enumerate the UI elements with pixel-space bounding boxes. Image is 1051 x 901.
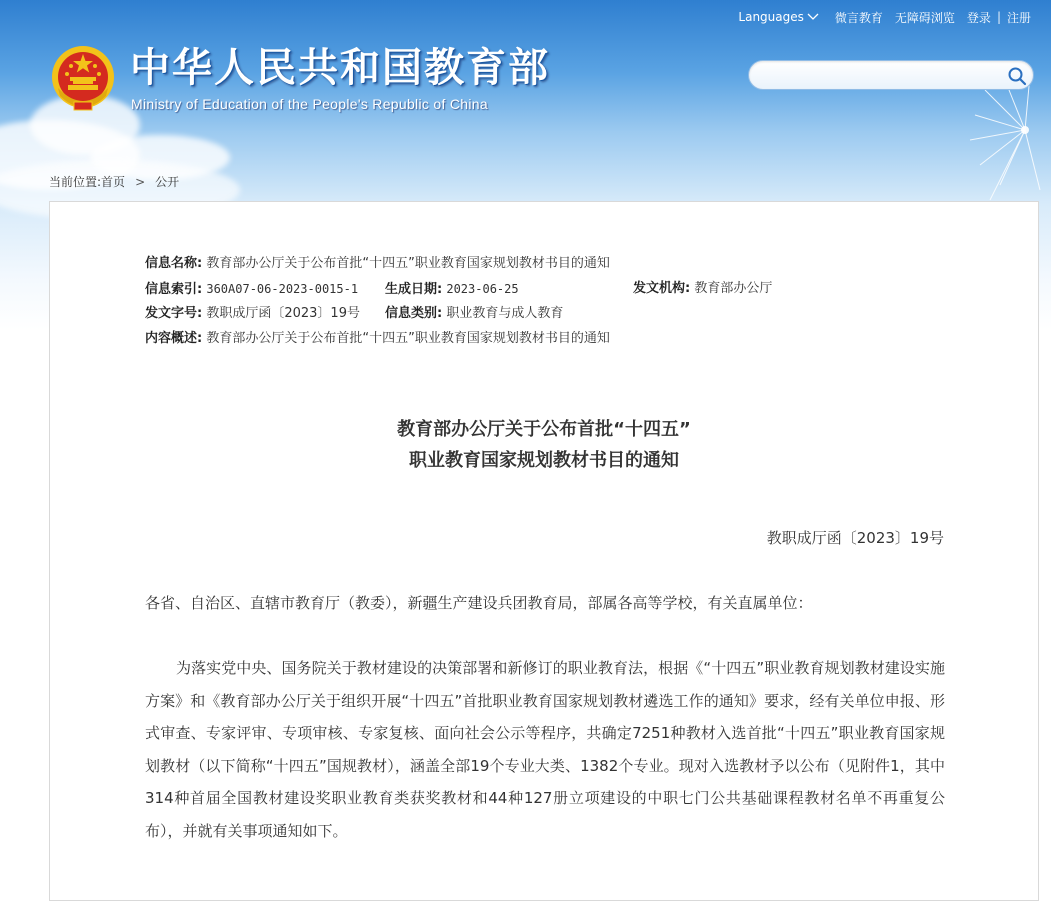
meta-value: 教育部办公厅 xyxy=(694,281,773,296)
document-number: 教职成厅函〔2023〕19号 xyxy=(766,529,944,547)
site-subtitle: Ministry of Education of the People's Republic of China xyxy=(131,96,488,112)
top-nav xyxy=(738,8,1037,26)
meta-value: 教育部办公厅关于公布首批“十四五”职业教育国家规划教材书目的通知 xyxy=(206,256,610,271)
meta-value: 教职成厅函〔2023〕19号 xyxy=(206,306,360,321)
search-icon[interactable] xyxy=(1007,66,1027,86)
meta-value: 职业教育与成人教育 xyxy=(446,306,564,321)
meta-row-index xyxy=(145,279,773,304)
meta-value: 360A07-06-2023-0015-1 xyxy=(206,282,359,296)
search-input[interactable] xyxy=(763,66,997,86)
breadcrumb-current[interactable]: 公开 xyxy=(155,175,180,189)
meta-label: 信息类别: xyxy=(385,306,443,321)
meta-label: 内容概述: xyxy=(145,331,203,346)
meta-label: 发文字号: xyxy=(145,306,203,321)
article-container xyxy=(49,201,1039,901)
meta-value: 2023-06-25 xyxy=(446,282,519,296)
salutation: 各省、自治区、直辖市教育厅（教委），新疆生产建设兵团教育局，部属各高等学校，有关直属单位： xyxy=(145,594,813,612)
meta-label: 生成日期: xyxy=(385,282,443,297)
weibo-link[interactable]: 微言教育 xyxy=(834,10,883,25)
meta-label: 发文机构: xyxy=(633,281,691,296)
search-box xyxy=(748,60,1034,90)
article-title-line: 教育部办公厅关于公布首批“十四五” xyxy=(397,419,691,440)
site-title[interactable]: 中华人民共和国教育部 xyxy=(130,44,550,91)
meta-label: 信息名称: xyxy=(145,256,203,271)
dandelion-decoration xyxy=(955,70,1045,220)
national-emblem-logo[interactable] xyxy=(50,44,116,114)
article-title-line: 职业教育国家规划教材书目的通知 xyxy=(409,450,679,471)
register-link[interactable]: 注册 xyxy=(1006,10,1031,25)
login-link[interactable]: 登录 xyxy=(966,10,991,25)
meta-row-docno xyxy=(145,304,610,329)
separator: | xyxy=(996,10,1001,24)
meta-row-summary xyxy=(145,329,610,354)
chevron-right-icon: > xyxy=(135,174,146,189)
meta-value: 教育部办公厅关于公布首批“十四五”职业教育国家规划教材书目的通知 xyxy=(206,331,610,346)
breadcrumb-home-link[interactable]: 首页 xyxy=(101,175,126,189)
chevron-down-icon xyxy=(807,13,819,21)
accessible-browse-link[interactable]: 无障碍浏览 xyxy=(894,10,955,25)
article-paragraph: 为落实党中央、国务院关于教材建设的决策部署和新修订的职业教育法，根据《“十四五”职业教育规划教材建设实施方案》和《教育部办公厅关于组织开展“十四五”首批职业教育国家规划教材遴选工作的通知》要求，经有关单位申报、形式审查、专家评审、专项审核、专家复核、面向社会公示等程序，共确定7251种教材入选首批“十四五”职业教育国家规划教材（以下简称“十四五”国规教材），涵盖全部19个专业大类、1382个专业。现对入选教材予以公布（见附件1，其中314种首届全国教材建设奖职业教育类获奖教材和44种127册立项建设的中职七门公共基础课程教材名单不再重复公布），并就有关事项通知如下。 xyxy=(145,659,945,840)
article-title xyxy=(50,414,1038,476)
languages-dropdown[interactable] xyxy=(738,10,828,24)
languages-label: Languages xyxy=(738,10,804,24)
breadcrumb xyxy=(49,173,179,190)
meta-row-name xyxy=(145,254,610,279)
meta-label: 信息索引: xyxy=(145,282,203,297)
breadcrumb-label: 当前位置: xyxy=(49,175,102,189)
info-metadata-table xyxy=(145,254,773,354)
